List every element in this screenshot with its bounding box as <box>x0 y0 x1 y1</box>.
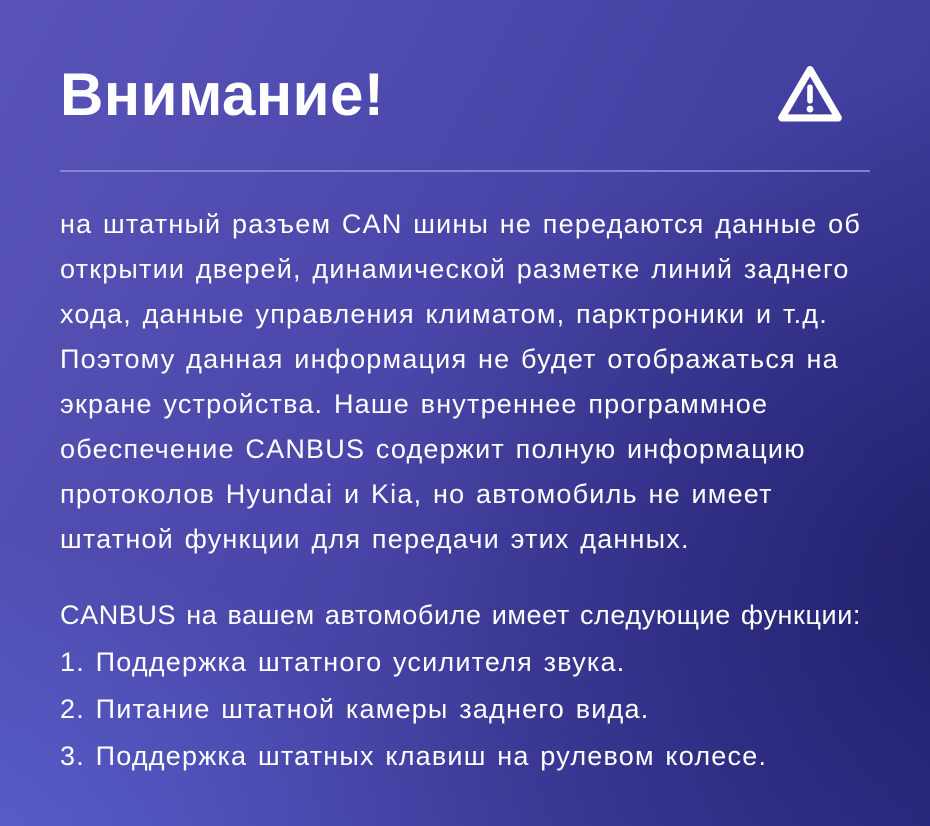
page-title: Внимание! <box>60 60 385 128</box>
list-intro: CANBUS на вашем автомобиле имеет следующие функции: <box>60 599 861 630</box>
list-item-3: 3. Поддержка штатных клавиш на рулевом колесе. <box>60 740 768 771</box>
body-paragraph: на штатный разъем CAN шины не передаются данные об открытии дверей, динамической разметке линий заднего хода, данные управления климатом, парктроники и т.д. Поэтому данная информация не будет отображаться на экране устройства. Наше внутреннее программное обеспечение CANBUS содержит полную информацию протоколов Hyundai и Kia, но автомобиль не имеет штатной функции для передачи этих данных. <box>60 208 861 554</box>
list-item-1: 1. Поддержка штатного усилителя звука. <box>60 646 626 677</box>
divider <box>60 170 870 172</box>
list-item-2: 2. Питание штатной камеры заднего вида. <box>60 693 650 724</box>
header <box>60 56 870 132</box>
warning-triangle-icon <box>774 63 846 125</box>
functions-block <box>60 592 870 780</box>
